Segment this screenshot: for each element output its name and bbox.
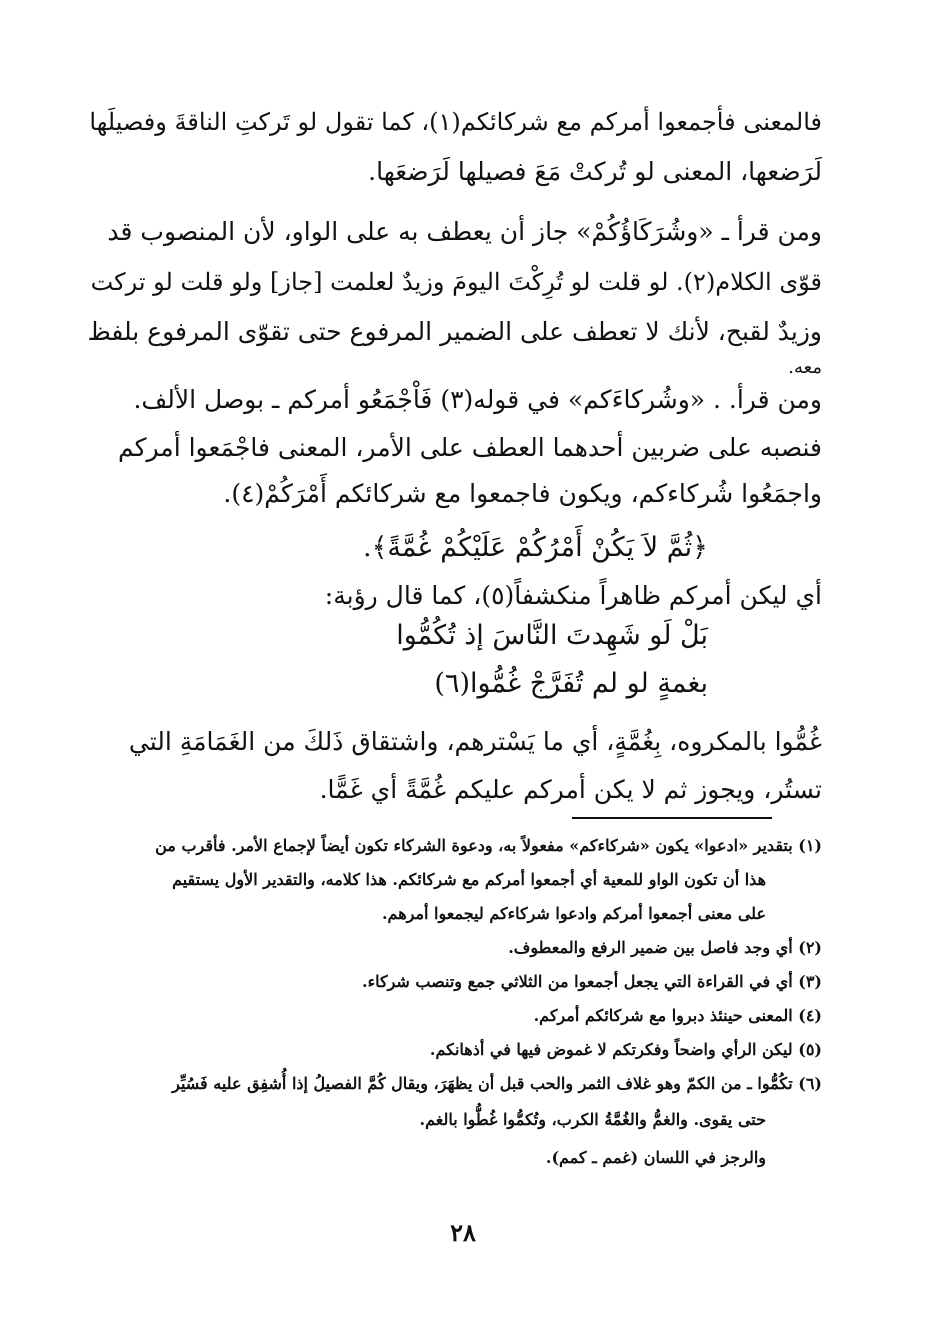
footnote-3: (٣) أي في القراءة التي يجعل أجمعوا من الثلاثي جمع وتنصب شركاء. <box>362 972 822 991</box>
body-line-9: واجمَعُوا شُركاءكم، ويكون فاجمعوا مع شركائكم أَمْرَكُمْ(٤). <box>223 479 822 508</box>
footnote-1-line-1: (١) بتقدير «ادعوا» يكون «شركاءكم» مفعولاً به، ودعوة الشركاء تكون أيضاً لإجماع الأمر. فأقرب من <box>155 836 822 855</box>
page-number: ٢٨ <box>450 1218 476 1247</box>
footnote-divider <box>572 817 772 819</box>
poetry-verse-1: بَلْ لَو شَهِدتَ النَّاسَ إذ تُكُمُّوا <box>396 620 708 651</box>
body-line-8: فنصبه على ضربين أحدهما العطف على الأمر، المعنى فاجْمَعوا أمركم <box>117 433 822 462</box>
poetry-verse-2: بغمةٍ لو لم تُفَرَّجْ غُمُّوا(٦) <box>434 668 708 699</box>
body-line-10: أي ليكن أمركم ظاهراً منكشفاً(٥)، كما قال رؤبة: <box>324 581 822 610</box>
footnote-4: (٤) المعنى حينئذ دبروا مع شركائكم أمركم. <box>533 1006 822 1025</box>
footnote-1-line-3: على معنى أجمعوا أمركم وادعوا شركاءكم ليجمعوا أمرهم. <box>381 904 766 923</box>
footnote-2: (٢) أي وجد فاصل بين ضمير الرفع والمعطوف. <box>508 938 822 957</box>
footnote-6-line-2: حتى يقوى. والغمُّ والغُمَّةُ الكرب، وتُكمُّوا غُطُّوا بالغم. <box>419 1110 766 1129</box>
body-line-4: قوّى الكلام(٢). لو قلت لو تُرِكْتَ اليومَ وزيدٌ لعلمت [جاز] ولو قلت لو تركت <box>90 268 822 296</box>
body-line-3: ومن قرأ ـ «وشُرَكَاؤُكُمْ» جاز أن يعطف به على الواو، لأن المنصوب قد <box>107 217 822 246</box>
body-line-1: فالمعنى فأجمعوا أمركم مع شركائكم(١)، كما تقول لو تَركتِ الناقةَ وفصيلَها <box>89 108 822 136</box>
body-line-7: ومن قرأ. . «وشُركاءَكم» في قوله(٣) فَاْجْمَعُو أمركم ـ بوصل الألف. <box>133 385 822 414</box>
quran-verse: ﴿ثُمَّ لاَ يَكُنْ أَمْرُكُمْ عَلَيْكُمْ غُمَّةً﴾. <box>363 532 708 563</box>
body-line-11: غُمُّوا بالمكروه، بِغُمَّةٍ، أي ما يَسْترهم، واشتقاق ذَلكَ من الغَمَامَةِ التي <box>128 727 822 756</box>
body-line-12: تستُر، ويجوز ثم لا يكن أمركم عليكم غُمَّةً أي غَمًّا. <box>319 775 822 804</box>
footnote-6-line-1: (٦) تكُمُّوا ـ من الكمّ وهو غلاف الثمر والحب قبل أن يظهَرَ، ويقال كُمَّ الفصيلُ إذا أُشفِق عليه فَسُيِّر <box>172 1074 822 1093</box>
footnote-5: (٥) ليكن الرأي واضحاً وفكرتكم لا غموض فيها في أذهانكم. <box>429 1040 822 1059</box>
body-line-6: معه. <box>788 357 822 378</box>
footnote-1-line-2: هذا أن تكون الواو للمعية أي أجمعوا أمركم مع شركائكم. هذا كلامه، والتقدير الأول يستقيم <box>172 870 766 889</box>
body-line-5: وزيدٌ لقبح، لأنك لا تعطف على الضمير المرفوع حتى تقوّى المرفوع بلفظ <box>87 317 822 346</box>
footnote-6-line-3: والرجز في اللسان (غمم ـ كمم). <box>545 1148 766 1167</box>
body-line-2: لَرَضعها، المعنى لو تُركتْ مَعَ فصيلها لَرَضعَها. <box>368 157 822 186</box>
